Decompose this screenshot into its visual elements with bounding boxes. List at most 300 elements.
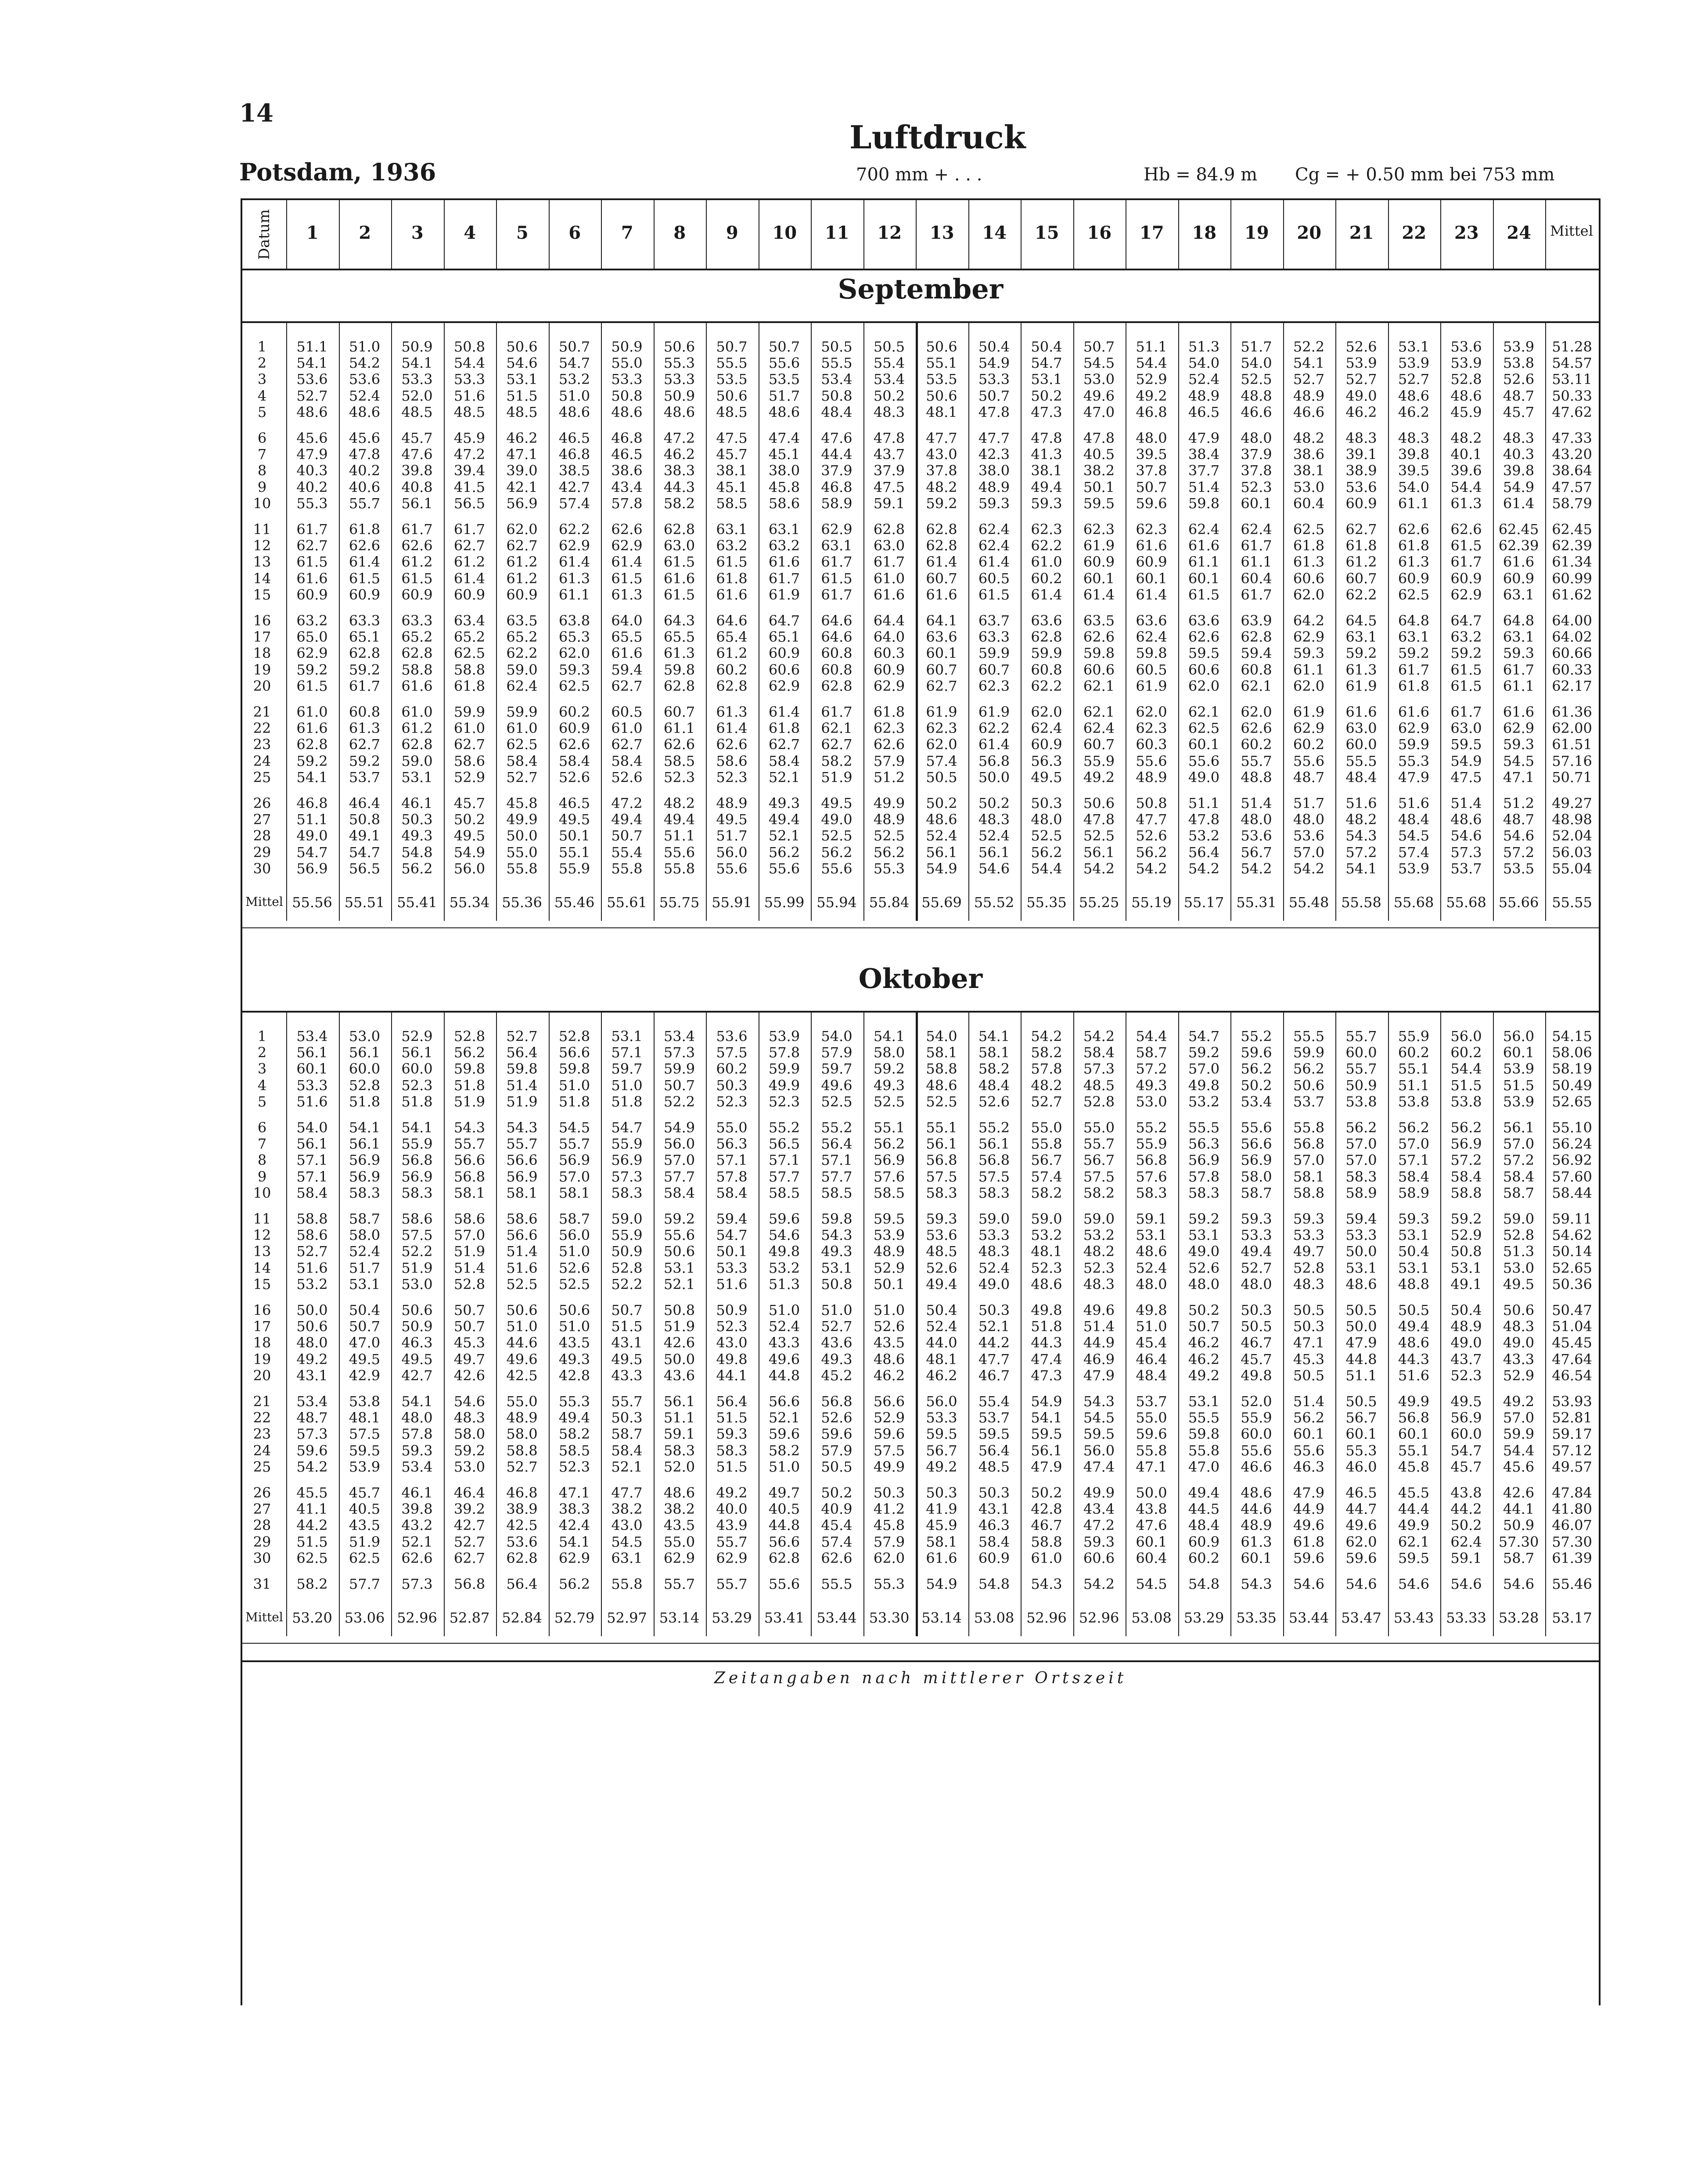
table-cell: 55.9 bbox=[611, 1135, 643, 1153]
table-cell: 58.4 bbox=[663, 1184, 695, 1201]
table-cell: 59.2 bbox=[1188, 1044, 1220, 1061]
day-number: 7 bbox=[257, 446, 267, 463]
table-cell: 62.4 bbox=[1083, 720, 1115, 737]
table-cell: 61.2 bbox=[401, 553, 433, 571]
table-cell: 55.0 bbox=[506, 844, 538, 861]
table-cell: 60.5 bbox=[978, 570, 1010, 587]
table-cell: 49.4 bbox=[1031, 478, 1062, 496]
table-cell: 62.6 bbox=[1188, 629, 1220, 646]
table-cell: 49.3 bbox=[1136, 1077, 1167, 1094]
table-cell: 61.8 bbox=[716, 570, 748, 587]
table-cell: 59.0 bbox=[1083, 1211, 1115, 1227]
table-cell: 38.0 bbox=[768, 462, 800, 479]
table-cell: 52.7 bbox=[296, 1243, 328, 1260]
table-cell: 53.1 bbox=[1398, 1227, 1430, 1244]
table-cell: 52.1 bbox=[401, 1533, 433, 1550]
table-cell: 55.1 bbox=[926, 1119, 957, 1136]
table-cell: 48.1 bbox=[926, 403, 957, 420]
table-cell: 61.3 bbox=[1293, 553, 1325, 571]
table-cell: 49.8 bbox=[1136, 1302, 1167, 1318]
table-cell: 50.8 bbox=[453, 338, 486, 355]
day-number: 24 bbox=[253, 752, 271, 769]
table-cell: 56.2 bbox=[821, 844, 852, 861]
table-cell: 57.7 bbox=[821, 1168, 852, 1185]
table-cell: 59.3 bbox=[401, 1442, 433, 1459]
column-rule bbox=[1493, 321, 1494, 921]
table-cell: 59.6 bbox=[873, 1426, 905, 1443]
table-cell: 48.7 bbox=[296, 1409, 328, 1426]
table-cell: 62.1 bbox=[1083, 677, 1115, 694]
table-cell: 49.5 bbox=[611, 1351, 643, 1368]
column-rule bbox=[916, 198, 917, 269]
table-cell: 47.0 bbox=[349, 1334, 381, 1351]
table-cell: 50.3 bbox=[978, 1302, 1010, 1318]
table-cell: 58.2 bbox=[768, 1442, 800, 1459]
column-rule bbox=[1021, 198, 1022, 269]
table-cell: 50.0 bbox=[506, 827, 538, 844]
day-number: 3 bbox=[257, 371, 267, 388]
table-cell: 50.7 bbox=[1083, 338, 1115, 355]
table-cell: 46.7 bbox=[1241, 1334, 1272, 1351]
table-cell: 50.4 bbox=[978, 338, 1010, 355]
mittel-cell: 53.30 bbox=[869, 1609, 910, 1627]
table-cell: 61.9 bbox=[1345, 677, 1377, 694]
table-cell: 58.8 bbox=[453, 661, 486, 678]
table-cell: 42.4 bbox=[558, 1517, 590, 1534]
table-cell: 61.8 bbox=[1398, 677, 1430, 694]
table-cell: 51.1 bbox=[1136, 338, 1167, 355]
table-cell: 57.8 bbox=[1031, 1060, 1062, 1078]
table-cell-mittel: 58.44 bbox=[1552, 1184, 1592, 1201]
table-cell: 59.6 bbox=[768, 1211, 800, 1227]
table-cell: 58.7 bbox=[1503, 1549, 1535, 1566]
table-cell: 54.9 bbox=[1031, 1393, 1062, 1410]
table-cell: 46.2 bbox=[663, 446, 695, 463]
table-cell: 63.0 bbox=[873, 537, 905, 554]
table-cell: 52.7 bbox=[821, 1318, 852, 1335]
table-cell: 41.2 bbox=[873, 1501, 905, 1518]
table-cell: 56.2 bbox=[1293, 1060, 1325, 1078]
table-cell: 56.6 bbox=[873, 1393, 905, 1410]
table-cell: 43.3 bbox=[611, 1367, 643, 1384]
table-cell: 40.1 bbox=[1450, 446, 1482, 463]
table-cell: 46.4 bbox=[349, 795, 381, 812]
table-cell: 59.3 bbox=[1241, 1211, 1272, 1227]
table-cell: 46.2 bbox=[873, 1367, 905, 1384]
table-cell: 62.5 bbox=[453, 645, 486, 662]
table-cell: 61.6 bbox=[1398, 704, 1430, 720]
table-cell: 37.8 bbox=[926, 462, 957, 479]
table-cell: 58.2 bbox=[821, 752, 852, 769]
table-cell: 50.7 bbox=[1188, 1318, 1220, 1335]
table-cell: 56.0 bbox=[453, 860, 486, 877]
table-cell: 45.8 bbox=[873, 1517, 905, 1534]
table-cell: 57.8 bbox=[401, 1426, 433, 1443]
table-cell: 59.9 bbox=[1031, 645, 1062, 662]
table-cell: 60.2 bbox=[1241, 736, 1272, 753]
table-cell: 60.9 bbox=[978, 1549, 1010, 1566]
table-cell: 50.8 bbox=[663, 1302, 695, 1318]
table-cell: 52.8 bbox=[453, 1028, 486, 1045]
table-cell: 39.0 bbox=[506, 462, 538, 479]
table-cell: 61.7 bbox=[1503, 661, 1535, 678]
table-cell: 60.9 bbox=[1503, 570, 1535, 587]
table-cell: 59.2 bbox=[663, 1211, 695, 1227]
table-cell-mittel: 50.47 bbox=[1552, 1302, 1592, 1318]
column-rule bbox=[391, 198, 392, 269]
table-cell: 50.5 bbox=[1398, 1302, 1430, 1318]
table-cell: 59.3 bbox=[1503, 736, 1535, 753]
table-cell: 61.4 bbox=[1136, 586, 1167, 603]
table-cell: 54.4 bbox=[1136, 1028, 1167, 1045]
column-rule bbox=[286, 321, 287, 921]
header-rule bbox=[242, 269, 1599, 270]
table-cell: 61.7 bbox=[1450, 704, 1482, 720]
table-cell: 48.9 bbox=[506, 1409, 538, 1426]
table-cell: 61.3 bbox=[1450, 495, 1482, 512]
table-cell: 62.6 bbox=[663, 736, 695, 753]
table-cell: 52.1 bbox=[978, 1318, 1010, 1335]
column-rule bbox=[1440, 321, 1441, 921]
table-cell: 52.8 bbox=[1083, 1093, 1115, 1110]
table-cell-mittel: 61.39 bbox=[1552, 1549, 1592, 1566]
month-end-rule bbox=[242, 1643, 1599, 1644]
table-cell: 65.1 bbox=[349, 629, 381, 646]
table-cell: 52.7 bbox=[1241, 1259, 1272, 1276]
table-cell: 61.6 bbox=[926, 1549, 957, 1566]
column-rule bbox=[1388, 1011, 1389, 1636]
column-rule bbox=[811, 1011, 812, 1636]
table-cell: 48.6 bbox=[926, 1077, 957, 1094]
table-cell: 62.7 bbox=[506, 537, 538, 554]
table-cell: 62.7 bbox=[296, 537, 328, 554]
mittel-cell: 53.44 bbox=[817, 1609, 857, 1627]
table-cell: 61.9 bbox=[978, 704, 1010, 720]
day-number: 15 bbox=[253, 1275, 271, 1293]
table-cell: 53.7 bbox=[978, 1409, 1010, 1426]
column-rule bbox=[339, 321, 340, 921]
table-cell: 50.8 bbox=[821, 387, 852, 404]
table-cell: 59.6 bbox=[1136, 1426, 1167, 1443]
table-cell: 63.5 bbox=[1083, 612, 1115, 629]
hour-header: 24 bbox=[1507, 223, 1532, 243]
day-number: 5 bbox=[257, 1093, 267, 1110]
table-cell: 47.9 bbox=[1031, 1458, 1062, 1475]
table-cell: 45.9 bbox=[453, 430, 486, 446]
table-cell: 39.5 bbox=[1398, 462, 1430, 479]
table-cell: 62.9 bbox=[558, 1549, 590, 1566]
table-cell: 60.7 bbox=[1083, 736, 1115, 753]
table-cell: 55.6 bbox=[1293, 1442, 1325, 1459]
table-cell: 53.9 bbox=[1503, 1060, 1535, 1078]
table-cell: 60.9 bbox=[296, 586, 328, 603]
table-cell: 61.8 bbox=[1345, 537, 1377, 554]
table-cell: 51.4 bbox=[506, 1077, 538, 1094]
column-rule bbox=[339, 198, 340, 269]
table-cell: 58.1 bbox=[558, 1184, 590, 1201]
table-cell: 61.7 bbox=[768, 570, 800, 587]
table-cell: 53.3 bbox=[611, 371, 643, 388]
table-cell: 60.6 bbox=[768, 661, 800, 678]
column-rule bbox=[601, 321, 602, 921]
table-cell: 56.1 bbox=[978, 1135, 1010, 1153]
table-cell: 53.3 bbox=[978, 1227, 1010, 1244]
page-title: Luftdruck bbox=[849, 119, 1026, 156]
table-cell: 61.5 bbox=[611, 570, 643, 587]
table-cell: 56.1 bbox=[978, 844, 1010, 861]
table-cell: 48.3 bbox=[1345, 430, 1377, 446]
table-cell: 61.1 bbox=[1503, 677, 1535, 694]
table-cell: 48.9 bbox=[873, 1243, 905, 1260]
table-cell: 52.8 bbox=[1450, 371, 1482, 388]
table-cell: 62.2 bbox=[506, 645, 538, 662]
table-cell: 50.5 bbox=[1345, 1393, 1377, 1410]
table-cell: 62.9 bbox=[663, 1549, 695, 1566]
table-cell: 48.6 bbox=[663, 1484, 695, 1501]
table-cell: 44.3 bbox=[1398, 1351, 1430, 1368]
table-cell: 48.9 bbox=[873, 811, 905, 828]
table-cell: 61.1 bbox=[1241, 553, 1272, 571]
table-cell: 60.8 bbox=[1031, 661, 1062, 678]
table-cell: 47.2 bbox=[663, 430, 695, 446]
table-cell: 56.4 bbox=[716, 1393, 748, 1410]
table-cell: 59.4 bbox=[1241, 645, 1272, 662]
table-cell: 53.0 bbox=[1136, 1093, 1167, 1110]
table-cell: 49.3 bbox=[873, 1077, 905, 1094]
table-cell: 55.0 bbox=[663, 1533, 695, 1550]
table-cell: 56.1 bbox=[926, 844, 957, 861]
table-cell: 61.4 bbox=[1503, 495, 1535, 512]
table-cell-mittel: 50.36 bbox=[1552, 1275, 1592, 1293]
table-cell: 48.4 bbox=[1398, 811, 1430, 828]
table-cell: 57.9 bbox=[873, 752, 905, 769]
table-cell: 61.9 bbox=[1293, 704, 1325, 720]
table-cell-mittel: 56.03 bbox=[1552, 844, 1592, 861]
table-cell: 61.3 bbox=[558, 570, 590, 587]
table-cell: 43.5 bbox=[873, 1334, 905, 1351]
day-number: 26 bbox=[253, 795, 271, 812]
table-cell: 47.7 bbox=[978, 430, 1010, 446]
table-cell: 61.4 bbox=[558, 553, 590, 571]
table-cell: 40.6 bbox=[349, 478, 381, 496]
table-cell-mittel: 57.60 bbox=[1552, 1168, 1592, 1185]
mittel-cell: 53.47 bbox=[1341, 1609, 1381, 1627]
table-cell: 43.3 bbox=[768, 1334, 800, 1351]
table-cell: 58.6 bbox=[453, 752, 486, 769]
table-cell: 48.7 bbox=[1503, 387, 1535, 404]
table-cell: 58.2 bbox=[663, 495, 695, 512]
column-rule bbox=[654, 1011, 655, 1636]
table-cell: 51.6 bbox=[1398, 795, 1430, 812]
table-cell: 55.1 bbox=[926, 355, 957, 372]
table-cell: 55.4 bbox=[873, 355, 905, 372]
table-cell: 50.8 bbox=[349, 811, 381, 828]
table-cell: 49.3 bbox=[821, 1243, 852, 1260]
table-cell: 52.5 bbox=[1083, 827, 1115, 844]
table-cell: 62.5 bbox=[296, 1549, 328, 1566]
table-cell: 51.4 bbox=[506, 1243, 538, 1260]
table-cell: 53.9 bbox=[873, 1227, 905, 1244]
table-cell: 55.9 bbox=[1398, 1028, 1430, 1045]
table-cell: 53.6 bbox=[1345, 478, 1377, 496]
table-cell: 53.8 bbox=[1345, 1093, 1377, 1110]
table-cell: 61.2 bbox=[1345, 553, 1377, 571]
table-cell: 60.7 bbox=[926, 661, 957, 678]
table-cell: 62.7 bbox=[926, 677, 957, 694]
table-cell: 48.0 bbox=[1031, 811, 1062, 828]
table-cell: 46.2 bbox=[1398, 403, 1430, 420]
table-cell: 52.7 bbox=[453, 1533, 486, 1550]
table-cell-mittel: 57.12 bbox=[1552, 1442, 1592, 1459]
column-rule bbox=[1230, 321, 1231, 921]
table-cell: 55.5 bbox=[716, 355, 748, 372]
table-cell: 56.9 bbox=[349, 1168, 381, 1185]
table-cell: 48.8 bbox=[1241, 769, 1272, 786]
day-number: 20 bbox=[253, 1367, 271, 1384]
table-cell: 61.5 bbox=[821, 570, 852, 587]
table-cell: 63.1 bbox=[1398, 629, 1430, 646]
table-cell: 46.1 bbox=[401, 1484, 433, 1501]
table-cell: 58.4 bbox=[558, 752, 590, 769]
table-cell: 58.0 bbox=[873, 1044, 905, 1061]
column-rule bbox=[601, 198, 602, 269]
day-number: 19 bbox=[253, 1351, 271, 1368]
table-cell: 51.3 bbox=[1503, 1243, 1535, 1260]
table-cell: 61.3 bbox=[716, 704, 748, 720]
table-cell: 59.5 bbox=[873, 1211, 905, 1227]
table-cell: 60.2 bbox=[716, 661, 748, 678]
column-rule bbox=[601, 1011, 602, 1636]
table-cell: 45.4 bbox=[821, 1517, 852, 1534]
table-cell: 51.8 bbox=[611, 1093, 643, 1110]
table-cell: 62.2 bbox=[1031, 537, 1062, 554]
table-cell: 51.0 bbox=[768, 1302, 800, 1318]
table-cell: 55.5 bbox=[821, 1576, 852, 1592]
table-cell: 59.9 bbox=[978, 645, 1010, 662]
table-cell: 53.0 bbox=[349, 1028, 381, 1045]
table-cell: 48.2 bbox=[1031, 1077, 1062, 1094]
table-cell: 60.9 bbox=[1345, 495, 1377, 512]
column-rule bbox=[654, 198, 655, 269]
table-cell: 54.1 bbox=[296, 769, 328, 786]
day-number: 25 bbox=[253, 769, 271, 786]
table-cell: 60.6 bbox=[1083, 661, 1115, 678]
table-cell: 56.1 bbox=[296, 1044, 328, 1061]
table-cell: 61.6 bbox=[716, 586, 748, 603]
table-cell: 56.0 bbox=[1083, 1442, 1115, 1459]
table-cell: 54.5 bbox=[558, 1119, 590, 1136]
table-cell: 59.0 bbox=[978, 1211, 1010, 1227]
table-cell: 46.2 bbox=[506, 430, 538, 446]
column-rule bbox=[1388, 321, 1389, 921]
table-cell: 52.7 bbox=[506, 769, 538, 786]
table-cell: 48.5 bbox=[1083, 1077, 1115, 1094]
table-cell: 55.7 bbox=[1345, 1028, 1377, 1045]
table-cell: 61.7 bbox=[821, 553, 852, 571]
column-rule bbox=[496, 1011, 497, 1636]
table-cell: 62.7 bbox=[453, 1549, 486, 1566]
table-cell: 49.0 bbox=[1450, 1334, 1482, 1351]
table-cell: 48.0 bbox=[1241, 811, 1272, 828]
table-cell: 47.1 bbox=[506, 446, 538, 463]
table-cell: 56.2 bbox=[1241, 1060, 1272, 1078]
table-cell: 57.4 bbox=[1398, 844, 1430, 861]
table-cell-mittel: 47.62 bbox=[1552, 403, 1592, 420]
table-cell: 49.4 bbox=[926, 1275, 957, 1293]
table-cell: 56.5 bbox=[453, 495, 486, 512]
table-cell: 56.7 bbox=[926, 1442, 957, 1459]
table-cell: 48.3 bbox=[873, 403, 905, 420]
table-cell: 52.8 bbox=[349, 1077, 381, 1094]
table-cell: 59.5 bbox=[1031, 1426, 1062, 1443]
table-cell: 62.6 bbox=[1398, 521, 1430, 538]
day-number: 22 bbox=[253, 720, 271, 737]
table-cell-mittel: 47.64 bbox=[1552, 1351, 1592, 1368]
table-cell-mittel: 58.19 bbox=[1552, 1060, 1592, 1078]
table-cell: 61.1 bbox=[1188, 553, 1220, 571]
day-number: 29 bbox=[253, 1533, 271, 1550]
hour-header: 15 bbox=[1034, 223, 1059, 243]
table-cell: 61.0 bbox=[453, 720, 486, 737]
day-number: 8 bbox=[257, 462, 267, 479]
table-cell: 48.6 bbox=[768, 403, 800, 420]
table-cell: 53.1 bbox=[349, 1275, 381, 1293]
table-cell-mittel: 54.62 bbox=[1552, 1227, 1592, 1244]
table-cell: 54.4 bbox=[1450, 1060, 1482, 1078]
table-cell: 51.9 bbox=[821, 769, 852, 786]
table-cell: 41.3 bbox=[1031, 446, 1062, 463]
table-cell: 61.5 bbox=[663, 553, 695, 571]
table-cell: 45.2 bbox=[821, 1367, 852, 1384]
table-cell: 48.4 bbox=[1136, 1367, 1167, 1384]
day-number: 31 bbox=[253, 1576, 271, 1592]
table-cell: 48.3 bbox=[1083, 1275, 1115, 1293]
table-cell: 54.7 bbox=[558, 355, 590, 372]
column-rule bbox=[916, 321, 918, 921]
table-cell: 60.0 bbox=[349, 1060, 381, 1078]
table-cell: 44.8 bbox=[768, 1517, 800, 1534]
table-cell: 54.9 bbox=[453, 844, 486, 861]
table-cell: 54.2 bbox=[1083, 1576, 1115, 1592]
table-cell: 47.2 bbox=[611, 795, 643, 812]
table-cell: 59.0 bbox=[401, 752, 433, 769]
table-cell: 43.4 bbox=[611, 478, 643, 496]
table-cell: 61.0 bbox=[401, 704, 433, 720]
table-cell: 61.0 bbox=[1031, 553, 1062, 571]
table-cell: 48.0 bbox=[1136, 1275, 1167, 1293]
hour-header: 6 bbox=[568, 223, 581, 243]
table-cell: 59.9 bbox=[1293, 1044, 1325, 1061]
column-rule bbox=[863, 321, 864, 921]
table-cell: 53.3 bbox=[926, 1409, 957, 1426]
mittel-cell: 55.51 bbox=[344, 894, 385, 911]
table-cell: 60.4 bbox=[1293, 495, 1325, 512]
table-cell: 49.2 bbox=[296, 1351, 328, 1368]
table-cell: 56.6 bbox=[506, 1152, 538, 1169]
table-cell: 58.0 bbox=[349, 1227, 381, 1244]
table-cell: 59.0 bbox=[1031, 1211, 1062, 1227]
table-cell: 43.5 bbox=[663, 1517, 695, 1534]
day-number: 10 bbox=[253, 495, 271, 512]
table-cell: 46.7 bbox=[978, 1367, 1010, 1384]
table-cell: 58.3 bbox=[1136, 1184, 1167, 1201]
table-cell: 52.4 bbox=[1188, 371, 1220, 388]
top-rule bbox=[242, 198, 1599, 200]
table-cell: 61.4 bbox=[716, 720, 748, 737]
table-cell: 53.1 bbox=[1136, 1227, 1167, 1244]
day-number: 7 bbox=[257, 1135, 267, 1153]
table-cell: 59.5 bbox=[1083, 1426, 1115, 1443]
